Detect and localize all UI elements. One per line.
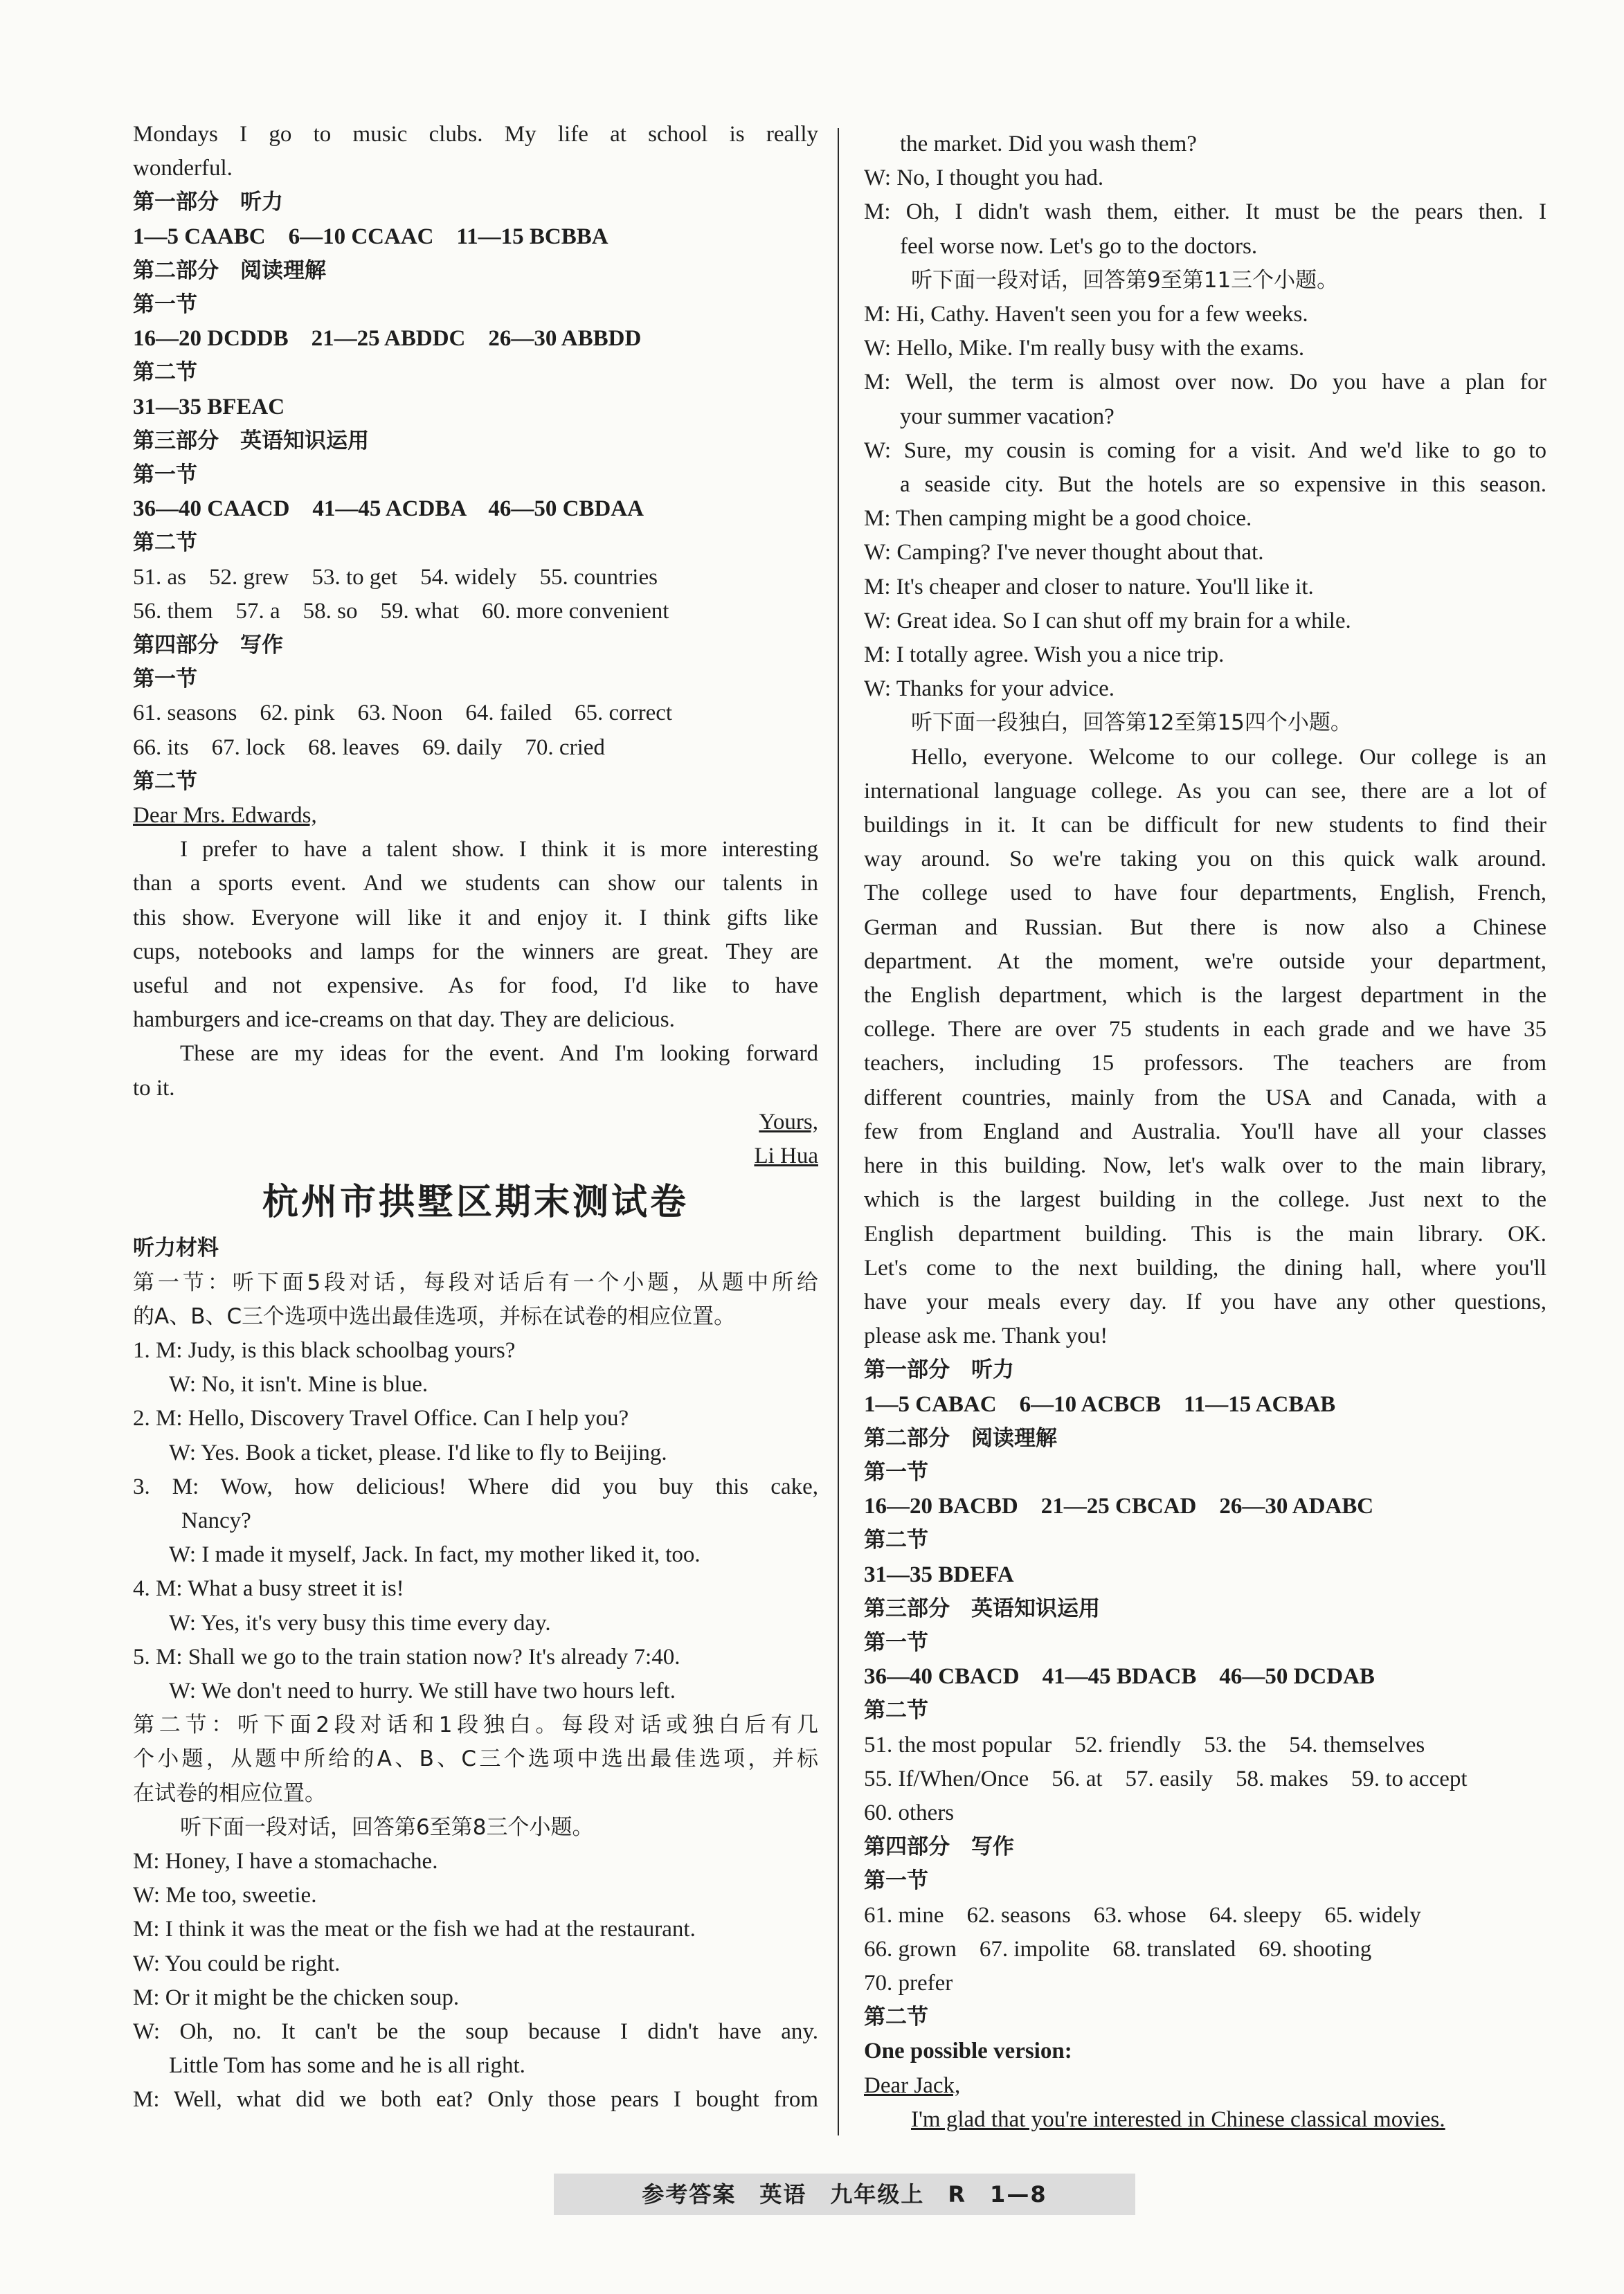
answer-line: 55. If/When/Once 56. at 57. easily 58. makes 59. to accept — [864, 1766, 1468, 1791]
dialog-line: 5. M: Shall we go to the train station now? It's already 7:40. — [133, 1644, 680, 1670]
dialog-line: Nancy? — [181, 1508, 251, 1533]
letter-line: cups, notebooks and lamps for the winners are great. They are — [133, 939, 818, 964]
letter-line: this show. Everyone will like it and enjoy it. I think gifts like — [133, 905, 818, 930]
instruction-line: 第一节：听下面5段对话，每段对话后有一个小题，从题中所给 — [133, 1270, 818, 1295]
instruction-line: 在试卷的相应位置。 — [133, 1780, 326, 1806]
monologue-line: buildings in it. It can be difficult for new students to find their — [864, 813, 1546, 838]
letter-line: to it. — [133, 1075, 175, 1101]
left-column — [133, 118, 818, 2117]
monologue-line: Hello, everyone. Welcome to our college. Our college is an — [911, 744, 1546, 770]
section-heading: 第二部分 阅读理解 — [133, 258, 326, 283]
section-heading: 第三部分 英语知识运用 — [864, 1596, 1100, 1621]
section-heading: 第四部分 写作 — [133, 633, 283, 658]
dialog-line: M: Then camping might be a good choice. — [864, 506, 1252, 532]
part-heading: 第一节 — [864, 1868, 928, 1894]
section-heading: 第一部分 听力 — [864, 1357, 1014, 1383]
letter-signature: Li Hua — [754, 1144, 818, 1169]
answer-line: 36—40 CBACD 41—45 BDACB 46—50 DCDAB — [864, 1664, 1375, 1690]
dialog-line: W: Great idea. So I can shut off my brain for a while. — [864, 608, 1351, 633]
part-heading: 第二节 — [864, 2005, 928, 2030]
answer-line: 60. others — [864, 1800, 955, 1825]
answer-line: 61. seasons 62. pink 63. Noon 64. failed 65. correct — [133, 701, 673, 726]
dialog-line: 3. M: Wow, how delicious! Where did you buy this cake, — [133, 1474, 818, 1499]
dialog-line: W: I made it myself, Jack. In fact, my mother liked it, too. — [169, 1542, 701, 1568]
dialog-line: W: Thanks for your advice. — [864, 676, 1115, 702]
monologue-line: The college used to have four departments, English, French, — [864, 880, 1546, 906]
dialog-line: M: It's cheaper and closer to nature. You'll like it. — [864, 574, 1314, 599]
part-heading: 第一节 — [864, 1629, 928, 1655]
letter-line: useful and not expensive. As for food, I'd like to have — [133, 973, 818, 999]
dialog-line: M: Well, what did we both eat? Only those pears I bought from — [133, 2087, 818, 2113]
intro-line: Mondays I go to music clubs. My life at school is really — [133, 122, 818, 147]
dialog-line: W: You could be right. — [133, 1951, 341, 1976]
section-heading: 第三部分 英语知识运用 — [133, 428, 369, 453]
letter-line: I prefer to have a talent show. I think it is more interesting — [180, 837, 818, 862]
instruction-line: 听下面一段对话，回答第6至第8三个小题。 — [180, 1814, 594, 1840]
instruction-line: 第二节：听下面2段对话和1段独白。每段对话或独白后有几 — [133, 1713, 818, 1738]
monologue-line: Let's come to the next building, the dining hall, where you'll — [864, 1255, 1546, 1281]
monologue-line: here in this building. Now, let's walk over to the main library, — [864, 1153, 1546, 1179]
instruction-line: 个小题，从题中所给的A、B、C三个选项中选出最佳选项，并标 — [133, 1746, 818, 1772]
part-heading: 第一节 — [864, 1459, 928, 1485]
dialog-line: W: Hello, Mike. I'm really busy with the exams. — [864, 336, 1305, 361]
letter-closing: Yours, — [759, 1109, 818, 1135]
dialog-line: M: I think it was the meat or the fish we had at the restaurant. — [133, 1917, 696, 1942]
monologue-line: different countries, mainly from the USA and Canada, with a — [864, 1085, 1546, 1110]
answer-line: 51. as 52. grew 53. to get 54. widely 55. countries — [133, 564, 658, 590]
section-heading: 第四部分 写作 — [864, 1834, 1014, 1860]
dialog-line: W: No, it isn't. Mine is blue. — [169, 1372, 428, 1398]
monologue-line: way around. So we're taking you on this quick walk around. — [864, 847, 1546, 872]
dialog-line: W: Sure, my cousin is coming for a visit. And we'd like to go to — [864, 437, 1546, 463]
letter-greeting: Dear Mrs. Edwards, — [133, 803, 317, 829]
monologue-line: department. At the moment, we're outside your department, — [864, 948, 1546, 974]
answer-line: 36—40 CAACD 41—45 ACDBA 46—50 CBDAA — [133, 496, 644, 522]
dialog-line: M: Well, the term is almost over now. Do you have a plan for — [864, 370, 1546, 395]
answer-line: 51. the most popular 52. friendly 53. the 54. themselves — [864, 1732, 1425, 1758]
dialog-line: W: Yes, it's very busy this time every day. — [169, 1610, 551, 1636]
dialog-line: W: Camping? I've never thought about that. — [864, 540, 1264, 566]
answer-line: 70. prefer — [864, 1970, 953, 1996]
intro-line: wonderful. — [133, 156, 233, 181]
answer-line: 66. grown 67. impolite 68. translated 69. shooting — [864, 1936, 1372, 1962]
column-divider — [838, 128, 839, 2135]
monologue-line: teachers, including 15 professors. The teachers are from — [864, 1051, 1546, 1076]
answer-line: 16—20 DCDDB 21—25 ABDDC 26—30 ABBDD — [133, 326, 642, 352]
letter-line: I'm glad that you're interested in Chinese classical movies. — [911, 2106, 1445, 2132]
monologue-line: which is the largest building in the college. Just next to the — [864, 1187, 1546, 1213]
section-heading: 第一部分 听力 — [133, 190, 283, 215]
material-heading: 听力材料 — [133, 1236, 219, 1261]
dialog-line: W: Me too, sweetie. — [133, 1883, 317, 1908]
instruction-line: 的A、B、C三个选项中选出最佳选项，并标在试卷的相应位置。 — [133, 1303, 736, 1329]
part-heading: 第二节 — [133, 768, 197, 794]
part-heading: 第一节 — [133, 292, 197, 318]
dialog-line: M: Oh, I didn't wash them, either. It must be the pears then. I — [864, 199, 1546, 225]
monologue-line: few from England and Australia. You'll have all your classes — [864, 1119, 1546, 1144]
monologue-line: have your meals every day. If you have any other questions, — [864, 1289, 1546, 1315]
answer-line: 66. its 67. lock 68. leaves 69. daily 70. cried — [133, 734, 605, 760]
dialog-line: the market. Did you wash them? — [900, 132, 1197, 156]
dialog-line: M: Honey, I have a stomachache. — [133, 1848, 438, 1874]
dialog-line: W: Oh, no. It can't be the soup because I didn't have any. — [133, 2018, 818, 2044]
dialog-line: 2. M: Hello, Discovery Travel Office. Can I help you? — [133, 1406, 629, 1432]
dialog-line: M: Or it might be the chicken soup. — [133, 1985, 460, 2010]
part-heading: 第二节 — [864, 1528, 928, 1553]
monologue-line: college. There are over 75 students in each grade and we have 35 — [864, 1017, 1546, 1042]
monologue-line: German and Russian. But there is now also a Chinese — [864, 914, 1546, 940]
monologue-line: English department building. This is the main library. OK. — [864, 1221, 1546, 1247]
dialog-line: feel worse now. Let's go to the doctors. — [900, 233, 1258, 259]
instruction-line: 听下面一段独白，回答第12至第15四个小题。 — [911, 710, 1352, 736]
test-title: 杭州市拱墅区期末测试卷 — [262, 1182, 689, 1224]
letter-line: than a sports event. And we students can show our talents in — [133, 871, 818, 896]
letter-line: These are my ideas for the event. And I'm looking forward — [180, 1041, 818, 1067]
part-heading: 第二节 — [864, 1698, 928, 1724]
answer-line: 56. them 57. a 58. so 59. what 60. more convenient — [133, 598, 669, 624]
part-heading: 第二节 — [133, 530, 197, 556]
part-heading: 第一节 — [133, 462, 197, 488]
dialog-line: W: No, I thought you had. — [864, 165, 1104, 191]
dialog-line: M: I totally agree. Wish you a nice trip. — [864, 642, 1225, 668]
dialog-line: your summer vacation? — [900, 404, 1115, 429]
part-heading: 第二节 — [133, 360, 197, 386]
dialog-line: 1. M: Judy, is this black schoolbag yours? — [133, 1337, 516, 1363]
page-footer: 参考答案 英语 九年级上 R 1—8 — [554, 2174, 1135, 2215]
dialog-line: W: Yes. Book a ticket, please. I'd like to fly to Beijing. — [169, 1440, 667, 1465]
answer-line: 61. mine 62. seasons 63. whose 64. sleepy 65. widely — [864, 1902, 1421, 1928]
monologue-line: the English department, which is the largest department in the — [864, 983, 1546, 1009]
dialog-line: a seaside city. But the hotels are so expensive in this season. — [900, 472, 1546, 498]
dialog-line: W: We don't need to hurry. We still have two hours left. — [169, 1678, 676, 1704]
monologue-line: international language college. As you can see, there are a lot of — [864, 778, 1546, 804]
answer-line: 16—20 BACBD 21—25 CBCAD 26—30 ADABC — [864, 1494, 1374, 1519]
dialog-line: Little Tom has some and he is all right. — [169, 2053, 525, 2079]
dialog-line: M: Hi, Cathy. Haven't seen you for a few weeks. — [864, 302, 1308, 327]
right-column — [864, 127, 1546, 2137]
letter-line: hamburgers and ice-creams on that day. They are delicious. — [133, 1007, 675, 1033]
answer-line: 31—35 BFEAC — [133, 394, 285, 419]
letter-greeting: Dear Jack, — [864, 2072, 961, 2098]
section-heading: 第二部分 阅读理解 — [864, 1425, 1057, 1451]
answer-line: 31—35 BDEFA — [864, 1562, 1014, 1587]
answer-line: 1—5 CABAC 6—10 ACBCB 11—15 ACBAB — [864, 1391, 1336, 1417]
part-heading: 第一节 — [133, 667, 197, 692]
version-label: One possible version: — [864, 2039, 1072, 2064]
monologue-line: please ask me. Thank you! — [864, 1324, 1108, 1349]
dialog-line: 4. M: What a busy street it is! — [133, 1576, 404, 1602]
instruction-line: 听下面一段对话，回答第9至第11三个小题。 — [911, 267, 1339, 293]
answer-line: 1—5 CAABC 6—10 CCAAC 11—15 BCBBA — [133, 224, 608, 249]
